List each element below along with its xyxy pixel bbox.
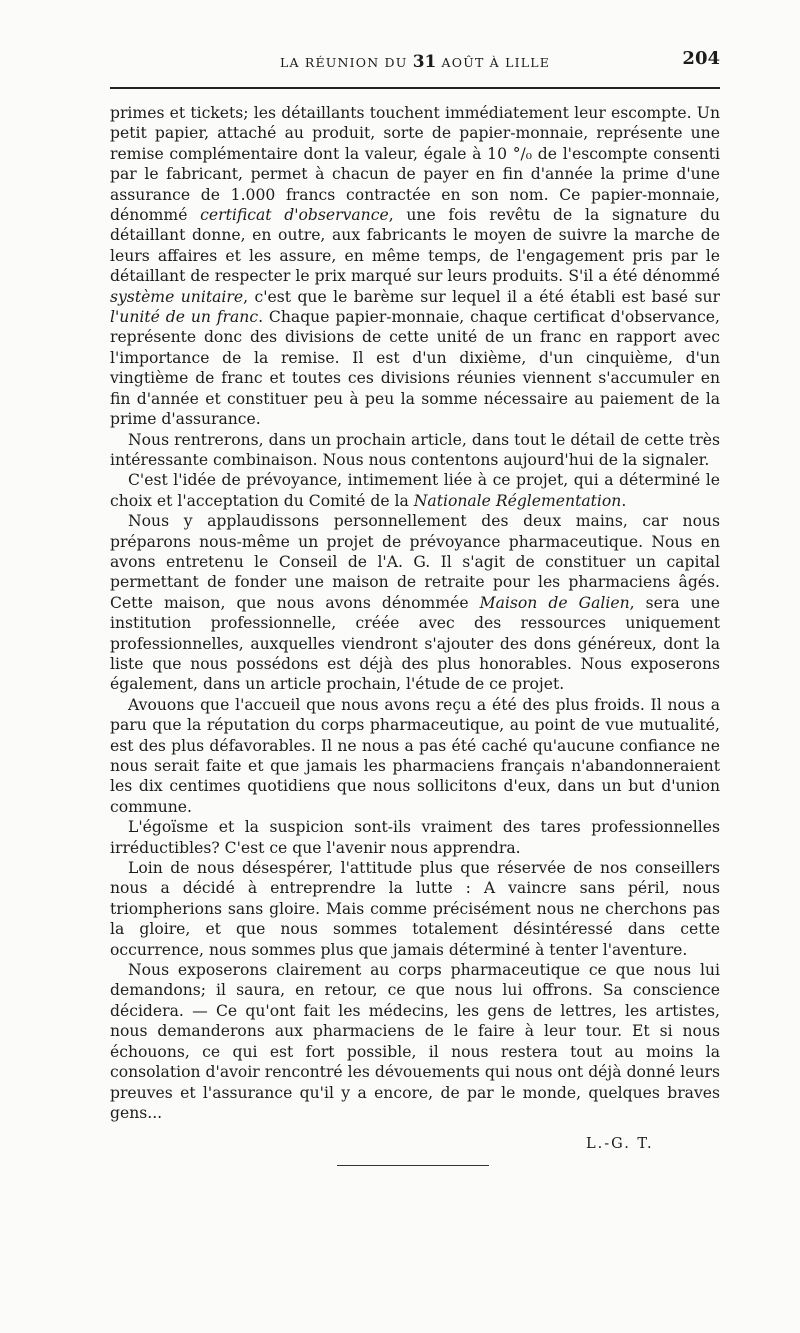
paragraph-text: , c'est que le barème sur lequel il a été établi est basé sur (243, 287, 720, 306)
italic-term: certificat d'observance (200, 206, 389, 225)
paragraph-text: Nous y applaudissons personnellement des deux mains, car nous préparons nous-même un projet de prévoyance pharmaceutique. Nous en avons entretenu le Conseil de l'A. G. Il s'agit de constituer un capital permettant de fonder une maison de retraite pour les pharmaciens âgés. Cette maison, que nous avons dénommée (110, 512, 720, 612)
paragraph-4 (110, 511, 720, 695)
article-body (110, 103, 720, 1123)
italic-term: Nationale Réglementation (413, 491, 622, 510)
italic-term: Maison de Galien (479, 593, 630, 612)
italic-term: l'unité de un franc (110, 308, 259, 327)
paragraph-3 (110, 470, 720, 511)
paragraph-7 (110, 858, 720, 960)
paragraph-text: . (621, 491, 627, 510)
paragraph-text: . Chaque papier-monnaie, chaque certificat d'observance, représente donc des divisions de cette unité de un franc en rapport avec l'importance de la remise. Il est d'un dixième, d'un cinquième, d'un vingtième de franc et toutes ces divisions réunies viennent s'accumuler en fin d'année et constituer peu à peu la somme nécessaire au paiement de la prime d'assurance. (110, 308, 720, 429)
paragraph-text: L'égoïsme et la suspicion sont-ils vraiment des tares professionnelles irréductibles? C'est ce que l'avenir nous apprendra. (110, 818, 720, 857)
running-title-text-after: AOÛT À LILLE (436, 55, 551, 70)
paragraph-text: Nous exposerons clairement au corps pharmaceutique ce que nous lui demandons; il saura, en retour, ce que nous lui offrons. Sa conscience décidera. — Ce qu'ont fait les médecins, les gens de lettres, les artistes, nous demanderons aux pharmaciens de le faire à leur tour. Et si nous échouons, ce qui est fort possible, il nous restera tout au moins la consolation d'avoir rencontré les dévouements qui nous ont déjà donné leurs preuves et l'assurance qu'il y a encore, de par le monde, quelques braves gens... (110, 961, 720, 1122)
paragraph-text: , sera une institution professionnelle, créée avec des ressources uniquement professionnelles, auxquelles viendront s'ajouter des dons généreux, dont la liste que nous possédons est déjà des plus honorables. Nous exposerons également, dans un article prochain, l'étude de ce projet. (110, 593, 720, 694)
paragraph-text: Nous rentrerons, dans un prochain article, dans tout le détail de cette très intéressante combinaison. Nous nous contentons aujourd'hui de la signaler. (110, 430, 720, 469)
paragraph-text: Avouons que l'accueil que nous avons reçu a été des plus froids. Il nous a paru que la réputation du corps pharmaceutique, au point de vue mutualité, est des plus défavorables. Il ne nous a pas été caché qu'aucune confiance ne nous serait faite et que jamais les pharmaciens français n'abandonneraient les dix centimes quotidiens que nous sollicitons d'eux, dans un but d'union commune. (110, 695, 720, 816)
running-title (110, 52, 720, 72)
header-rule (110, 87, 720, 89)
paragraph-6 (110, 817, 720, 858)
running-title-date-number: 31 (412, 52, 437, 72)
paragraph-text: , une fois revêtu de la signature du détaillant donne, en outre, aux fabricants le moyen de suivre la marche de leurs affaires et les assure, en même temps, de l'engagement pris par le détaillant de respecter le prix marqué sur leurs produits. S'il a été dénommé (110, 206, 720, 286)
paragraph-5 (110, 695, 720, 817)
page-header (110, 46, 720, 76)
paragraph-8 (110, 960, 720, 1123)
paragraph-text: primes et tickets; les détaillants touchent immédiatement leur escompte. Un petit papier, attaché au produit, sorte de papier-monnaie, représente une remise complémentaire dont la valeur, égale à 10 °/₀ de l'escompte consenti par le fabricant, permet à chacun de payer en fin d'année la prime d'une assurance de 1.000 francs contractée en son nom. Ce papier-monnaie, dénommé (110, 104, 720, 225)
paragraph-text: Loin de nous désespérer, l'attitude plus que réservée de nos conseillers nous a décidé à entreprendre la lutte : A vaincre sans péril, nous triompherions sans gloire. Mais comme précisément nous ne cherchons pas la gloire, et que nous sommes totalement désintéressé dans cette occurrence, nous sommes plus que jamais déterminé à tenter l'aventure. (110, 859, 720, 959)
page-number: 204 (682, 48, 720, 69)
author-signature: L.-G. T. (586, 1136, 654, 1152)
closing-rule (337, 1165, 489, 1166)
paragraph-2 (110, 430, 720, 471)
paragraph-1 (110, 103, 720, 430)
running-title-text-before: LA RÉUNION DU (279, 55, 413, 70)
italic-term: système unitaire (110, 287, 244, 306)
paragraph-text: C'est l'idée de prévoyance, intimement liée à ce projet, qui a déterminé le choix et l'acceptation du Comité de la (110, 471, 720, 510)
